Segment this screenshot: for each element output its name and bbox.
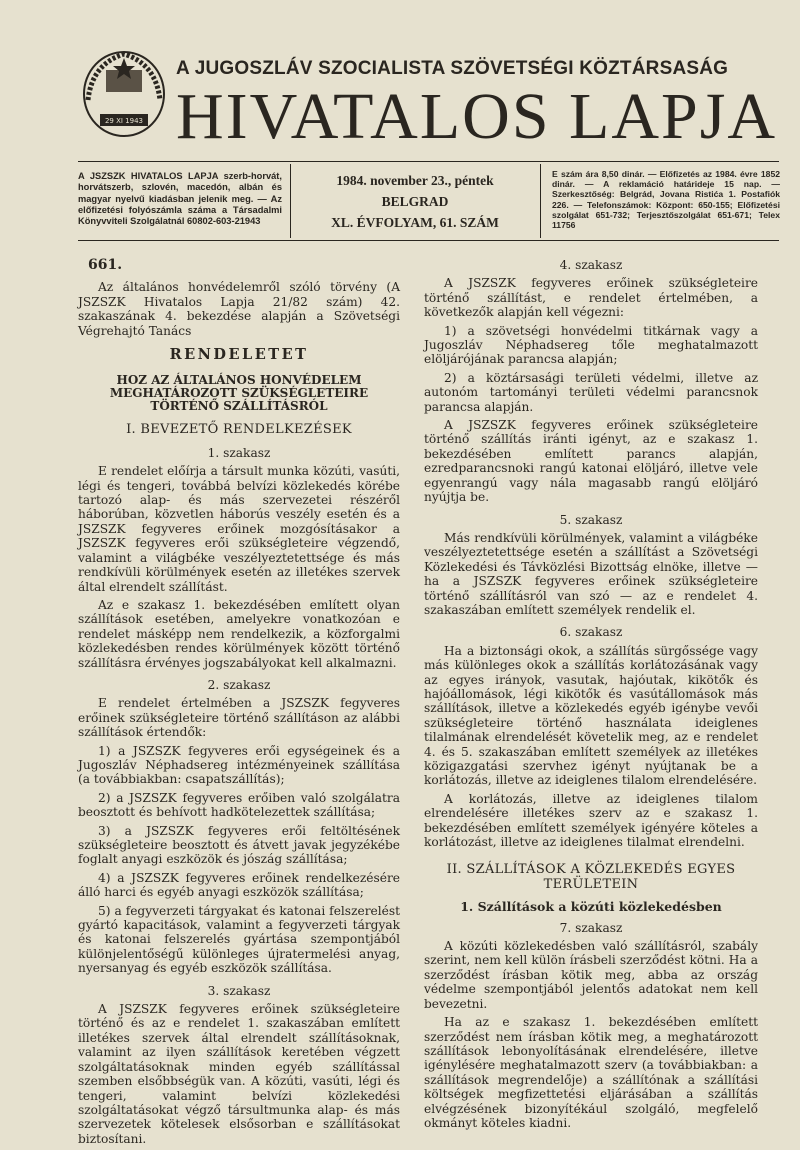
decree-intro: Az általános honvédelemről szóló törvény (A JSZSZK Hivatalos Lapja 21/82 szám) 42. szakaszának 4. bekezdése alapján a Szövetségi Végrehajtó Tanács [78,280,400,338]
section-5-heading: 5. szakasz [559,512,623,527]
section-2-item-3: 3) a JSZSZK fegyveres erői feltöltésének szükségleteire beosztott és átvett javak jegyzékébe foglalt anyagi eszközök és jószág szállítása; [78,823,400,867]
section-1-heading: 1. szakasz [207,445,271,460]
section-2-heading: 2. szakasz [207,677,271,692]
decree-number: 661. [88,257,123,273]
header-divider-right [540,164,541,238]
section-7-para-2: Ha az e szakasz 1. bekezdésében említett szerződést nem írásban kötik meg, a meghatározott szállítások lebonyolításának elrendelésére, illetve igénylésére meghatalmazott szerv (a továbbiakban: a szállítások megrendelője) a szállítónak a szállítási költségek megfizettetési eljárásában a szállítás elvégzésének bizonyítékául szolgáló, megfelelő okmányt köteles kiadni. [424,1015,758,1130]
section-2-item-2: 2) a JSZSZK fegyveres erőiben való szolgálatra beosztott és behívott hadkötelezettek szállítása; [78,790,400,820]
section-7-para-1: A közúti közlekedésben való szállításról, szabály szerint, nem kell külön írásbeli szerződést kötni. Ha a szerződést írásban kötik meg, abba az ország védelme szempontjából jelentős adatokat nem kell bevezetni. [424,939,758,1011]
section-2-item-5: 5) a fegyverzeti tárgyakat és katonai felszerelést gyártó kapacitások, valamint a fegyverzeti tárgyak és katonai felszerelés gyártása szempontjából különjelentőségű különleges újratermelési anyag, nyersanyag és egyéb eszközök szállítása. [78,903,400,976]
section-2-para-1: E rendelet értelmében a JSZSZK fegyveres erőinek szükségleteire történő szállításon az alábbi szállítások értendők: [78,696,400,740]
chapter-2-heading: II. SZÁLLÍTÁSOK A KÖZLEKEDÉS EGYES TERÜLETEIN [446,862,736,892]
section-4-item-1: 1) a szövetségi honvédelmi titkárnak vagy a Jugoszláv Néphadsereg tőle meghatalmazott elöljárójának parancsa alapján; [424,323,758,367]
header-right-info: E szám ára 8,50 dinár. — Előfizetés az 1984. évre 1852 dinár. — A reklamáció határideje 15 nap. — Szerkesztőség: Belgrád, Jovana Ristića 1. Postafiók 226. — Telefonszámok: Központ: 650-155; Előfizetési szolgálat 651-732; Terjesztőszolgálat 651-671; Telex 11756 [552,169,780,231]
section-1-para-1: E rendelet előírja a társult munka közúti, vasúti, légi és tengeri, továbbá belvízi közlekedés körébe tartozó alap- és más szervezetei részéről háborúban, közvetlen háborús veszély esetén és a JSZSZK fegyveres erőinek mozgósításakor a JSZSZK fegyveres erői szükségleteire végzendő, valamint a világbéke veszélyeztetettsége és más rendkívüli körülmények esetén az illetékes szervek által elrendelt szállítást. [78,464,400,594]
section-2-item-4: 4) a JSZSZK fegyveres erőinek rendelkezésére álló harci és egyéb anyagi eszközök szállítása; [78,870,400,900]
right-column [424,258,758,1134]
chapter-1-heading: I. BEVEZETŐ RENDELKEZÉSEK [126,422,352,438]
section-1-para-2: Az e szakasz 1. bekezdésében említett olyan szállítások esetében, amelyekre vonatkozóan e rendelet másképp nem rendelkezik, a közforgalmi közlekedésben rendes körülmények között történő szállításra érvényes jogszabályokat kell alkalmazni. [78,597,400,670]
section-5-para-1: Más rendkívüli körülmények, valamint a világbéke veszélyeztetettsége esetén a szállítást a Szövetségi Közlekedési és Távközlési Bizottság elnöke, illetve — ha a JSZSZK fegyveres erőinek szükségleteire történő szállításról van szó — az e rendelet 4. szakaszában említett személyek rendelik el. [424,530,758,617]
section-6-para-2: A korlátozás, illetve az ideiglenes tilalom elrendelésére illetékes szerv az e szakasz 1. bekezdésében említett személyek igényére köteles a korlátozást, illetve az ideiglenes tilalmat elrendelni. [424,791,758,850]
issue-date: 1984. november 23., péntek [336,173,494,188]
header-divider-left [290,164,291,238]
section-6-heading: 6. szakasz [559,625,623,640]
section-2-item-1: 1) a JSZSZK fegyveres erői egységeinek és a Jugoszláv Néphadsereg intézményeinek szállítása (a továbbiakban: csapatszállítás); [78,743,400,787]
header-left-info: A JSZSZK HIVATALOS LAPJA szerb-horvát, horvátszerb, szlovén, macedón, albán és magyar nyelvű kiadásban jelenik meg. — Az előfizetési folyószámla száma a Társadalmi Könyvviteli Szolgálatnál 60802-603-21943 [78,171,282,227]
issue-volume: XL. ÉVFOLYAM, 61. SZÁM [331,215,499,230]
section-4-heading: 4. szakasz [559,258,623,272]
header-rule-bottom [78,240,779,241]
header-center [300,170,530,233]
section-6-para-1: Ha a biztonsági okok, a szállítás sürgőssége vagy más különleges okok a szállítás korlátozásának vagy az egyes irányok, vasutak, hajóutak, kikötők és hajóállomások, légi kikötők és vasútállomások más szállítások, illetve a közlekedés egyéb igénybe vevői szükségleteire történő használata ideiglenes tilalmának elrendelését követelik meg, az e rendelet 4. és 5. szakaszában említett személyek az illetékes közigazgatási szervhez igényt nyújtanak be a korlátozás, illetve az ideiglenes tilalom elrendelésére. [424,643,758,788]
decree-title: HOZ AZ ÁLTALÁNOS HONVÉDELEM MEGHATÁROZOTT SZÜKSÉGLETEIRE TÖRTÉNŐ SZÁLLÍTÁSRÓL [109,373,369,414]
section-4-item-2: 2) a köztársasági területi védelmi, illetve az autonóm tartományi területi védelmi parancsnok parancsa alapján. [424,370,758,414]
left-column [78,258,400,1150]
section-4-para-2: A JSZSZK fegyveres erőinek szükségleteire történő szállítás iránti igényt, az e szakasz 1. bekezdésében említett parancs alapján, ezredparancsnoki rangú katonai elöljáró, illetve vele egyenrangú vagy nála magasabb rangú elöljáró nyújtja be. [424,418,758,505]
issue-city: BELGRAD [381,194,449,209]
section-3-heading: 3. szakasz [207,983,271,998]
decree-heading: RENDELETET [169,346,309,364]
state-emblem-icon [78,44,170,140]
subsection-1-heading: 1. Szállítások a közúti közlekedésben [460,899,722,915]
emblem-date: 29 XI 1943 [104,117,144,125]
section-7-heading: 7. szakasz [559,920,623,935]
section-4-para-1: A JSZSZK fegyveres erőinek szükségleteire történő szállítást, e rendelet értelmében, a következők alapján kell végezni: [424,276,758,320]
republic-name: A JUGOSZLÁV SZOCIALISTA SZÖVETSÉGI KÖZTÁRSASÁG [176,58,729,79]
section-3-para-1: A JSZSZK fegyveres erőinek szükségleteire történő és az e rendelet 1. szakaszában említett illetékes szervek által elrendelt szállításoknak, valamint az ilyen szállítások keretében végzett szolgáltatásoknak minden egyéb szállítással szemben elsőbbségük van. A közúti, vasúti, légi és tengeri, valamint belvízi közlekedési szolgáltatásokat végző társultmunka alap- és más szervezetek kötelesek elsősorban e szállításokat biztosítani. [78,1002,400,1146]
header-rule-top [78,161,779,162]
gazette-title: HIVATALOS LAPJA [176,80,778,153]
